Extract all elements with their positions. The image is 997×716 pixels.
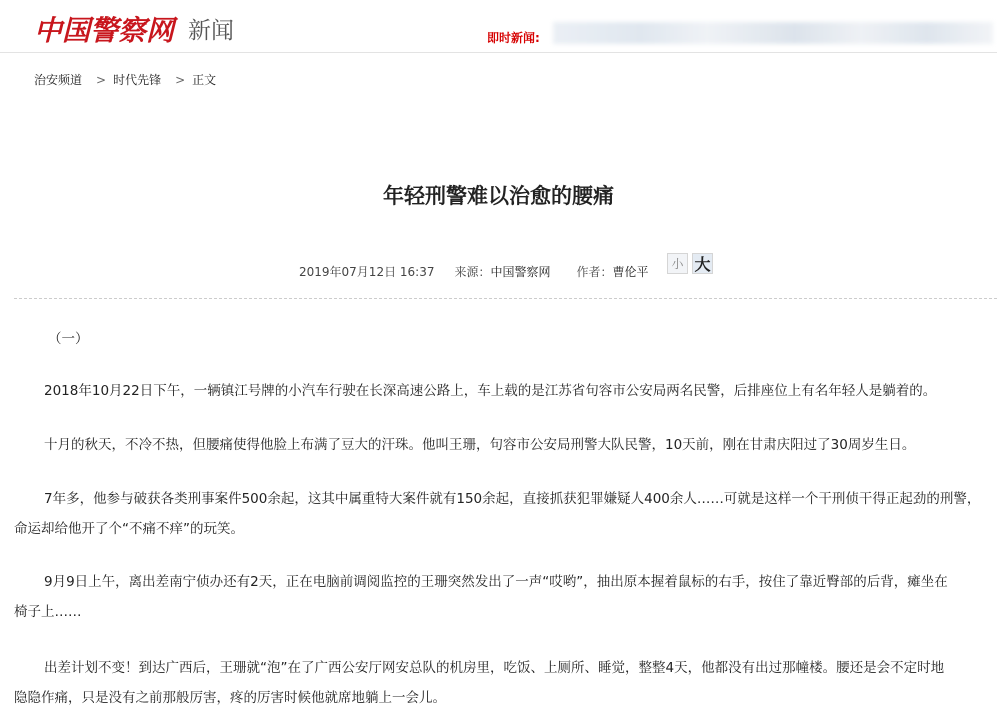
- breadcrumb-separator-icon: >: [96, 72, 107, 87]
- site-header: [0, 0, 997, 53]
- source-label: 来源：: [454, 265, 491, 279]
- paragraph: [14, 655, 994, 711]
- site-logo[interactable]: 中国警察网: [34, 14, 175, 47]
- paragraph-line: 命运却给他开了个“不痛不痒”的玩笑。: [14, 521, 244, 537]
- paragraph-line: 2018年10月22日下午，一辆镇江号牌的小汽车行驶在长深高速公路上，车上载的是江苏省句容市公安局两名民警，后排座位上有名年轻人是躺着的。: [44, 383, 937, 399]
- breadcrumb-item-channel[interactable]: 治安频道: [34, 73, 83, 87]
- section-marker: （一）: [48, 331, 89, 347]
- news-ticker-label: 即时新闻:: [487, 31, 540, 45]
- font-size-controls: [667, 253, 717, 274]
- paragraph-line: 隐隐作痛，只是没有之前那般厉害，疼的厉害时候他就席地躺上一会儿。: [14, 690, 446, 706]
- author-value: 曹伦平: [612, 265, 649, 279]
- author-label: 作者：: [576, 265, 613, 279]
- font-small-button[interactable]: 小: [667, 253, 688, 274]
- paragraph-line: 7年多，他参与破获各类刑事案件500余起，这其中属重特大案件就有150余起，直接抓获犯罪嫌疑人400余人……可就是这样一个干刑侦干得正起劲的刑警，: [44, 491, 981, 507]
- breadcrumb-item-current: 正文: [192, 73, 217, 87]
- publish-date: 2019年07月12日 16:37: [299, 265, 435, 279]
- article-title: 年轻刑警难以治愈的腰痛: [383, 184, 614, 208]
- paragraph-line: 出差计划不变！到达广西后，王珊就“泡”在了广西公安厅网安总队的机房里，吃饭、上厕所、睡觉，整整4天，他都没有出过那幢楼。腰还是会不定时地: [44, 660, 945, 676]
- paragraph: [44, 378, 994, 404]
- paragraph-line: 十月的秋天，不冷不热，但腰痛使得他脸上布满了豆大的汗珠。他叫王珊，句容市公安局刑警大队民警，10天前，刚在甘肃庆阳过了30周岁生日。: [44, 437, 916, 453]
- meta-divider: [14, 298, 997, 299]
- breadcrumb-separator-icon: >: [175, 72, 186, 87]
- paragraph: [44, 432, 994, 458]
- paragraph-line: 9月9日上午，离出差南宁侦办还有2天，正在电脑前调阅监控的王珊突然发出了一声“哎哟”，抽出原本握着鼠标的右手，按住了靠近臀部的后背，瘫坐在: [44, 574, 948, 590]
- article-meta: [299, 263, 649, 280]
- paragraph: [14, 486, 994, 542]
- font-large-button[interactable]: 大: [692, 253, 713, 274]
- breadcrumb: [34, 71, 216, 88]
- source-value: 中国警察网: [490, 265, 551, 279]
- breadcrumb-item-category[interactable]: 时代先锋: [113, 73, 162, 87]
- news-ticker[interactable]: [553, 22, 993, 44]
- section-name[interactable]: 新闻: [188, 18, 234, 44]
- paragraph-line: 椅子上……: [14, 604, 82, 620]
- paragraph: [14, 569, 994, 625]
